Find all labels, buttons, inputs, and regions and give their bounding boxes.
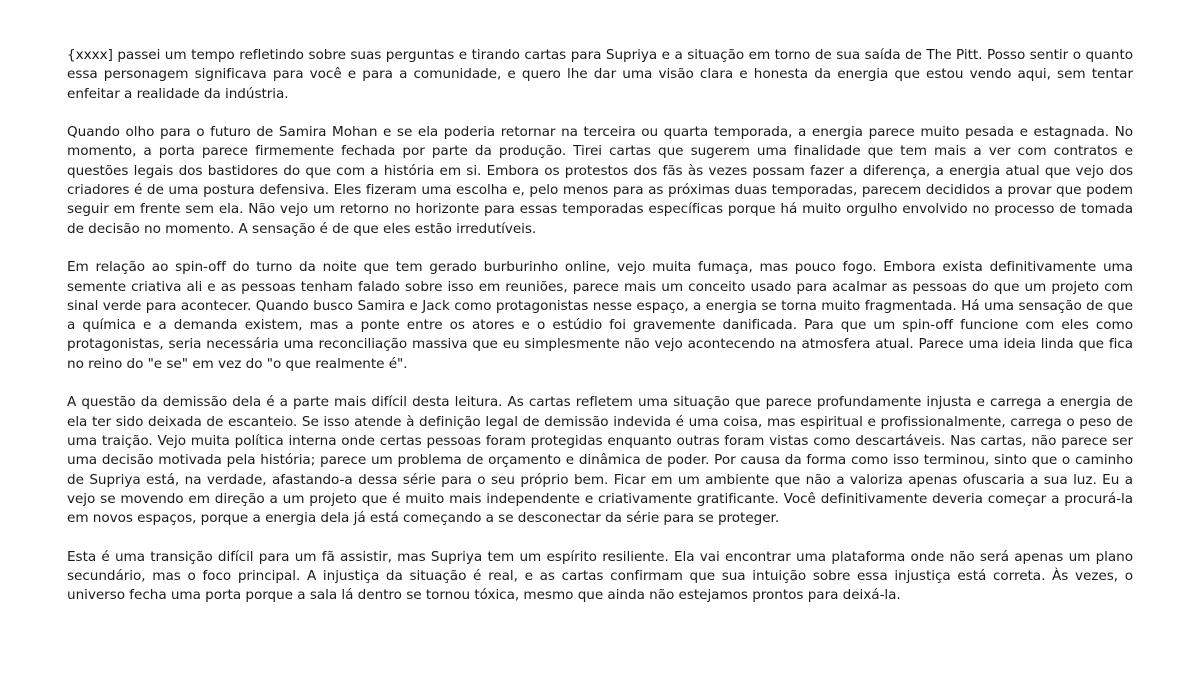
paragraph-dismissal: A questão da demissão dela é a parte mais difícil desta leitura. As cartas refletem uma situação que parece profundamente injusta e carrega a energia de ela ter sido deixada de escanteio. Se isso atende à definição legal de demissão indevida é uma coisa, mas espiritual e profissionalmente, carrega o peso de uma traição. Vejo muita política interna onde certas pessoas foram protegidas enquanto outras foram vistas como descartáveis. Nas cartas, não parece ser uma decisão motivada pela história; parece um problema de orçamento e dinâmica de poder. Por causa da forma como isso terminou, sinto que o caminho de Supriya está, na verdade, afastando-a dessa série para o seu próprio bem. Ficar em um ambiente que não a valoriza apenas ofuscaria a sua luz. Eu a vejo se movendo em direção a um projeto que é muito mais independente e criativamente gratificante. Você definitivamente deveria começar a procurá-la em novos espaços, porque a energia dela já está começando a se desconectar da série para se proteger. xyxy=(67,394,1133,527)
document-body xyxy=(67,46,1133,606)
paragraph-spin-off: Em relação ao spin-off do turno da noite que tem gerado burburinho online, vejo muita fumaça, mas pouco fogo. Embora exista definitivamente uma semente criativa ali e as pessoas tenham falado sobre isso em reuniões, parece mais um conceito usado para acalmar as pessoas do que um projeto com sinal verde para acontecer. Quando busco Samira e Jack como protagonistas nesse espaço, a energia se torna muito fragmentada. Há uma sensação de que a química e a demanda existem, mas a ponte entre os atores e o estúdio foi gravemente danificada. Para que um spin-off funcione com eles como protagonistas, seria necessária uma reconciliação massiva que eu simplesmente não vejo acontecendo na atmosfera atual. Parece uma ideia linda que fica no reino do "e se" em vez do "o que realmente é". xyxy=(67,259,1133,372)
paragraph-return-prospects: Quando olho para o futuro de Samira Mohan e se ela poderia retornar na terceira ou quarta temporada, a energia parece muito pesada e estagnada. No momento, a porta parece firmemente fechada por parte da produção. Tirei cartas que sugerem uma finalidade que tem mais a ver com contratos e questões legais dos bastidores do que com a história em si. Embora os protestos dos fãs às vezes possam fazer a diferença, a energia atual que vejo dos criadores é de uma postura defensiva. Eles fizeram uma escolha e, pelo menos para as próximas duas temporadas, parecem decididos a provar que podem seguir em frente sem ela. Não vejo um retorno no horizonte para essas temporadas específicas porque há muito orgulho envolvido no processo de tomada de decisão no momento. A sensação é de que eles estão irredutíveis. xyxy=(67,124,1133,237)
paragraph-intro: {xxxx] passei um tempo refletindo sobre suas perguntas e tirando cartas para Supriya e a situação em torno de sua saída de The Pitt. Posso sentir o quanto essa personagem significava para você e para a comunidade, e quero lhe dar uma visão clara e honesta da energia que estou vendo aqui, sem tentar enfeitar a realidade da indústria. xyxy=(67,47,1133,102)
paragraph-conclusion: Esta é uma transição difícil para um fã assistir, mas Supriya tem um espírito resiliente. Ela vai encontrar uma plataforma onde não será apenas um plano secundário, mas o foco principal. A injustiça da situação é real, e as cartas confirmam que sua intuição sobre essa injustiça está correta. Às vezes, o universo fecha uma porta porque a sala lá dentro se tornou tóxica, mesmo que ainda não estejamos prontos para deixá-la. xyxy=(67,548,1133,604)
